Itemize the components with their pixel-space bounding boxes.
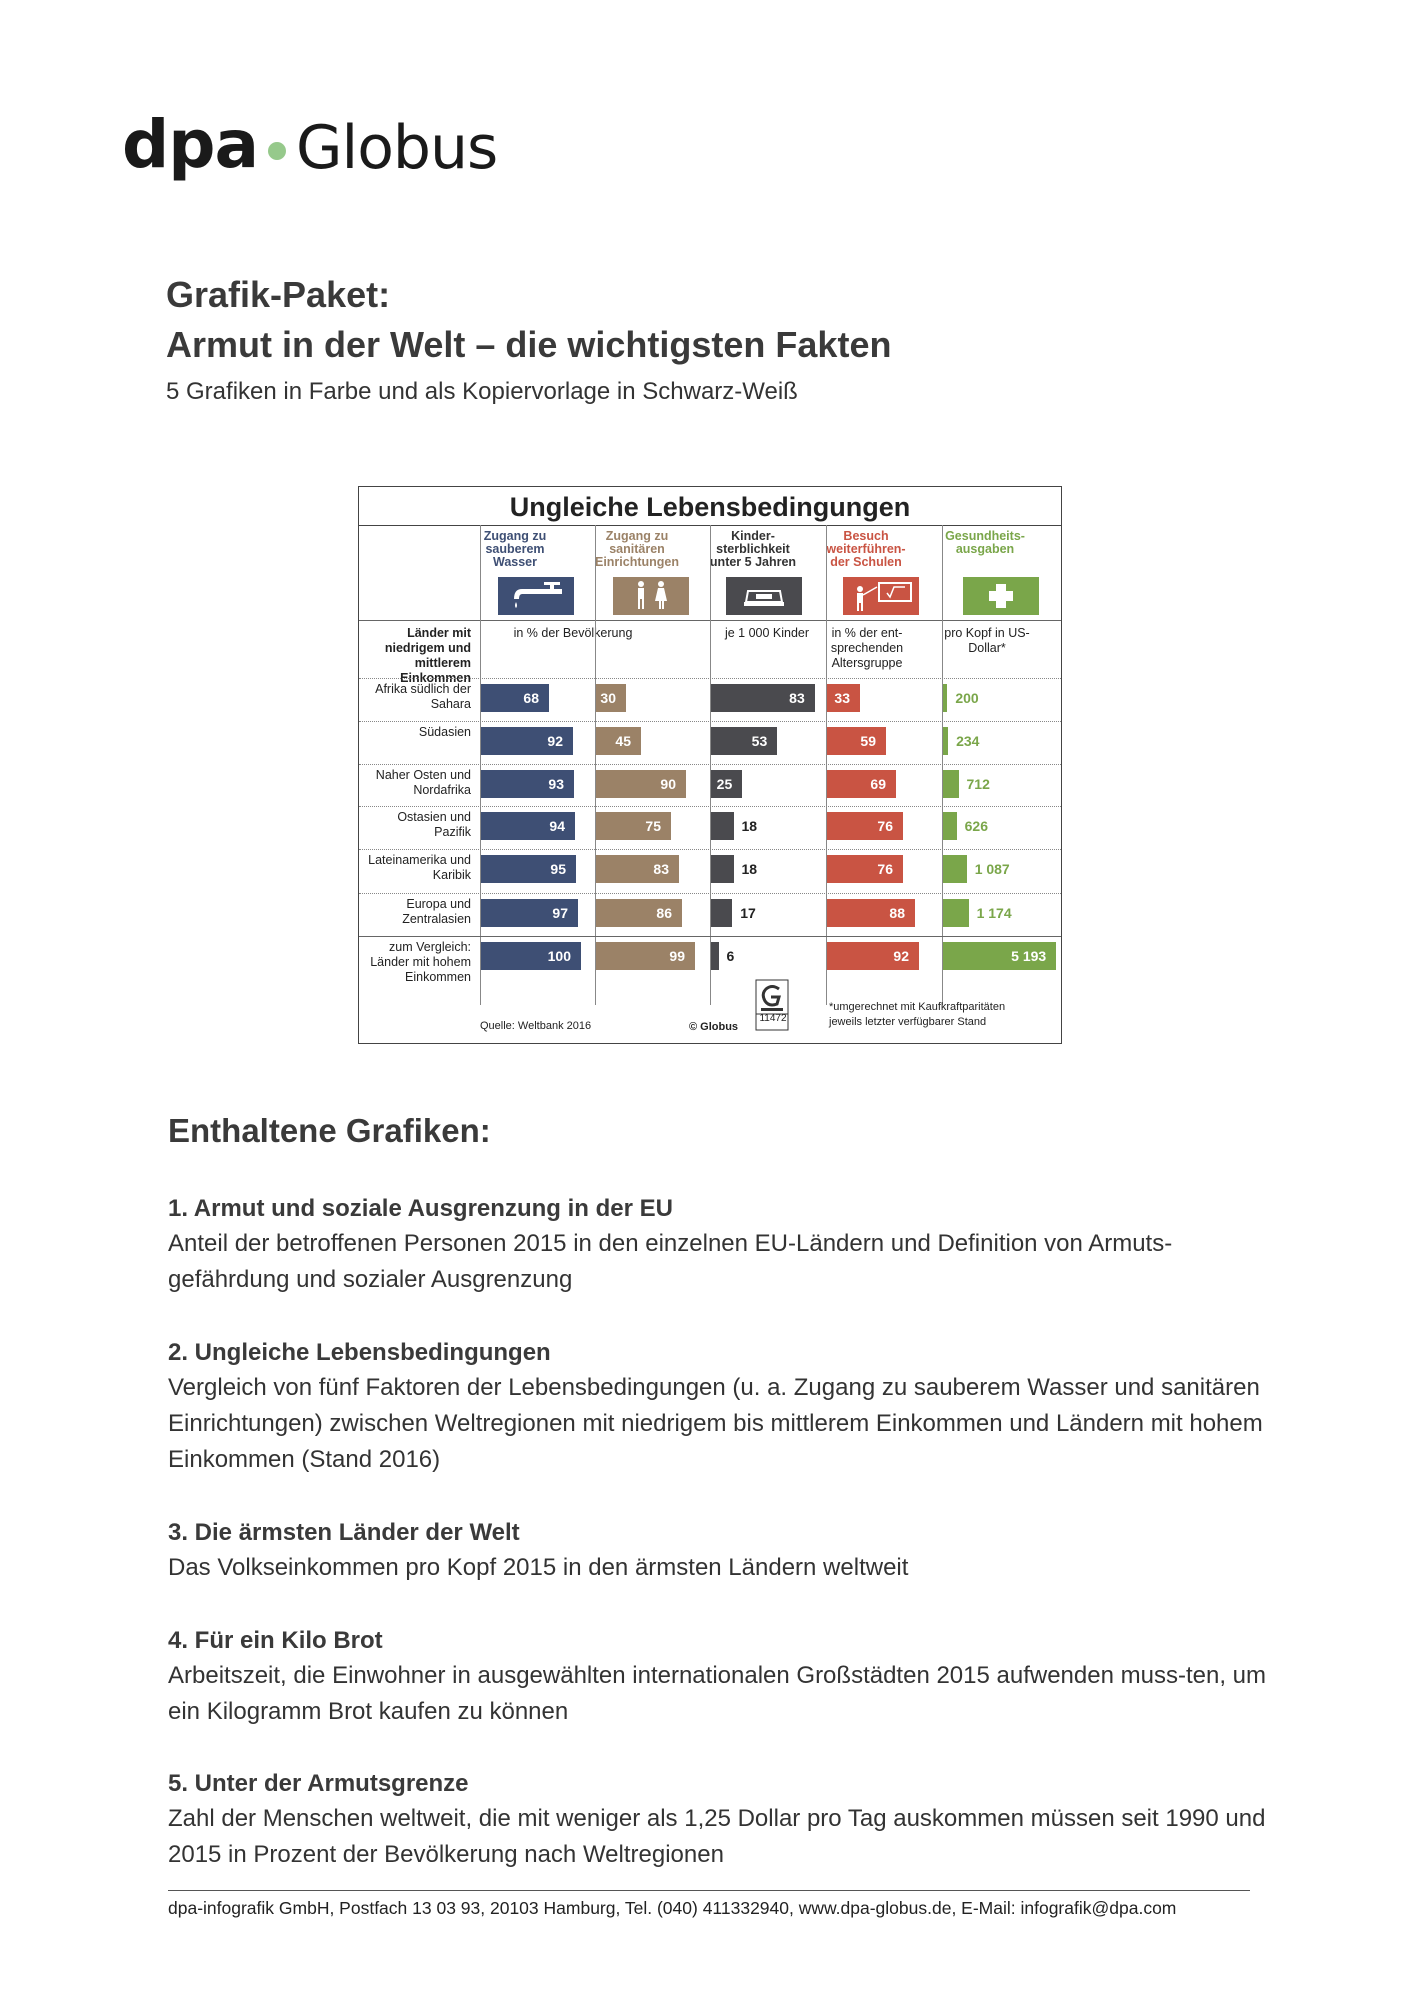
unit-health: pro Kopf in US-Dollar*: [944, 626, 1030, 655]
data-label: 83: [653, 861, 669, 877]
data-label: 5 193: [1011, 948, 1047, 964]
data-label: 25: [716, 776, 733, 792]
chart-bar: [711, 855, 734, 883]
page-subtitle: 5 Grafiken in Farbe und als Kopiervorlage in Schwarz-Weiß: [166, 378, 798, 405]
data-label: 17: [740, 905, 756, 921]
logo-globus: Globus: [296, 113, 498, 183]
data-label: 53: [751, 733, 768, 749]
data-label: 100: [547, 948, 571, 964]
row-divider: [359, 893, 1061, 894]
chart-bar: [943, 855, 967, 883]
region-label-comparison: zum Vergleich: Länder mit hohem Einkommen: [370, 940, 471, 984]
teacher-board-icon: [843, 577, 919, 615]
data-label: 30: [600, 690, 616, 706]
data-label: 712: [966, 776, 990, 792]
list-item-title: 3. Die ärmsten Länder der Welt: [168, 1519, 520, 1546]
row-divider: [359, 678, 1061, 679]
infographic-chart: [358, 486, 1062, 1044]
data-label: 92: [893, 948, 909, 964]
chart-copyright: © Globus: [689, 1021, 739, 1033]
list-item-title: 5. Unter der Armutsgrenze: [168, 1770, 469, 1797]
pre-title: Grafik-Paket:: [166, 274, 391, 315]
data-label: 18: [741, 861, 758, 877]
list-item-description: Arbeitszeit, die Einwohner in ausgewählten internationalen Großstädten 2015 aufwenden muss-ten, um ein Kilogramm Brot kaufen zu können: [168, 1662, 1266, 1725]
region-label: Lateinamerika und Karibik: [368, 853, 471, 882]
column-header-health: Gesundheits-ausgaben: [945, 529, 1025, 556]
list-item-description: Anteil der betroffenen Personen 2015 in den einzelnen EU-Ländern und Definition von Armuts-gefährdung und sozialer Ausgrenzung: [168, 1230, 1173, 1293]
divider: [595, 525, 596, 1005]
chart-title: Ungleiche Lebensbedingungen: [359, 487, 1061, 526]
data-label: 76: [877, 818, 893, 834]
list-item-title: 4. Für ein Kilo Brot: [168, 1627, 383, 1654]
data-label: 88: [889, 905, 905, 921]
chart-footnote-1: *umgerechnet mit Kaufkraftparitäten: [829, 1001, 1006, 1013]
region-label: Ostasien und Pazifik: [397, 810, 471, 839]
row-divider: [359, 849, 1061, 850]
chart-bar: [943, 812, 957, 840]
data-label: 93: [548, 776, 564, 792]
footer-contact: dpa-infografik GmbH, Postfach 13 03 93, 20103 Hamburg, Tel. (040) 411332940, www.dpa-globus.de, E-Mail: infografik@dpa.com: [168, 1898, 1177, 1918]
chart-bar: [711, 899, 732, 927]
region-label: Europa und Zentralasien: [402, 897, 471, 926]
data-label: 626: [964, 818, 988, 834]
logo-dpa: dpa: [122, 106, 259, 183]
page-title: Armut in der Welt – die wichtigsten Fakten: [166, 324, 892, 365]
chart-bar: [943, 770, 959, 798]
row-header: Länder mit niedrigem und mittlerem Einkommen: [384, 626, 471, 685]
health-cross-icon: [963, 577, 1039, 615]
data-label: 94: [549, 818, 565, 834]
section-title: Enthaltene Grafiken:: [168, 1112, 491, 1149]
graphic-number: 11472: [759, 1013, 787, 1024]
column-header-school: Besuch weiterführen-der Schulen: [826, 529, 906, 569]
region-label: Südasien: [418, 725, 471, 739]
list-item-title: 1. Armut und soziale Ausgrenzung in der EU: [168, 1195, 673, 1222]
chart-bar: [711, 942, 719, 970]
data-label: 99: [669, 948, 685, 964]
chart-bar: [943, 727, 948, 755]
divider: [942, 525, 943, 1005]
row-divider: [359, 806, 1061, 807]
data-label: 95: [550, 861, 566, 877]
region-label: Naher Osten und Nordafrika: [375, 768, 471, 797]
list-item-description: Zahl der Menschen weltweit, die mit weniger als 1,25 Dollar pro Tag auskommen müssen seit 1990 und 2015 in Prozent der Bevölkerung nach Weltregionen: [168, 1805, 1266, 1868]
data-label: 97: [552, 905, 568, 921]
data-label: 75: [645, 818, 661, 834]
list-item-description: Das Volkseinkommen pro Kopf 2015 in den ärmsten Ländern weltweit: [168, 1554, 909, 1581]
data-label: 1 174: [976, 905, 1012, 921]
dpa-globus-logo: [122, 88, 498, 183]
data-label: 92: [547, 733, 563, 749]
list-item-description: Vergleich von fünf Faktoren der Lebensbedingungen (u. a. Zugang zu sauberem Wasser und sanitären Einrichtungen) zwischen Weltregionen mit niedrigem bis mittlerem Einkommen und Ländern mit hohem Einkommen (Stand 2016): [168, 1374, 1263, 1473]
data-label: 234: [956, 733, 980, 749]
data-label: 33: [834, 690, 850, 706]
divider: [710, 525, 711, 1005]
divider: [480, 525, 481, 1005]
data-label: 68: [523, 690, 539, 706]
data-label: 69: [870, 776, 886, 792]
column-header-water: Zugang zu sauberem Wasser: [483, 529, 547, 569]
row-divider: [359, 936, 1061, 937]
column-header-sanitation: Zugang zu sanitären Einrichtungen: [594, 529, 680, 569]
coffin-icon: [726, 577, 802, 615]
restroom-icon: [613, 577, 689, 615]
row-divider: [359, 764, 1061, 765]
data-label: 86: [656, 905, 672, 921]
list-item: [168, 1192, 1288, 1298]
data-label: 83: [789, 690, 805, 706]
chart-bar: [943, 684, 947, 712]
data-label: 76: [877, 861, 893, 877]
unit-school: in % der ent-sprechenden Altersgruppe: [830, 626, 904, 670]
chart-bar: [943, 899, 969, 927]
data-label: 59: [860, 733, 876, 749]
logo-dot: [268, 142, 286, 160]
footer-divider: [168, 1890, 1250, 1891]
data-label: 18: [741, 818, 758, 834]
chart-source: Quelle: Weltbank 2016: [480, 1020, 592, 1032]
list-item: [168, 1624, 1288, 1730]
row-divider: [359, 721, 1061, 722]
data-label: 90: [660, 776, 676, 792]
list-item: [168, 1516, 1288, 1586]
list-item: [168, 1767, 1288, 1873]
unit-child-mortality: je 1 000 Kinder: [724, 626, 810, 640]
list-item-title: 2. Ungleiche Lebensbedingungen: [168, 1339, 551, 1366]
list-item: [168, 1336, 1288, 1478]
column-header-child-mortality: Kinder-sterblichkeit unter 5 Jahren: [709, 529, 797, 569]
chart-footnote-2: jeweils letzter verfügbarer Stand: [829, 1016, 987, 1028]
data-label: 200: [955, 690, 979, 706]
chart-bar: [711, 812, 734, 840]
data-label: 45: [615, 733, 631, 749]
data-label: 6: [726, 948, 735, 964]
region-label: Afrika südlich der Sahara: [375, 682, 471, 711]
divider: [826, 525, 827, 1005]
water-tap-icon: [498, 577, 574, 615]
unit-water-sanitation: in % der Bevölkerung: [513, 626, 633, 640]
data-label: 1 087: [974, 861, 1010, 877]
